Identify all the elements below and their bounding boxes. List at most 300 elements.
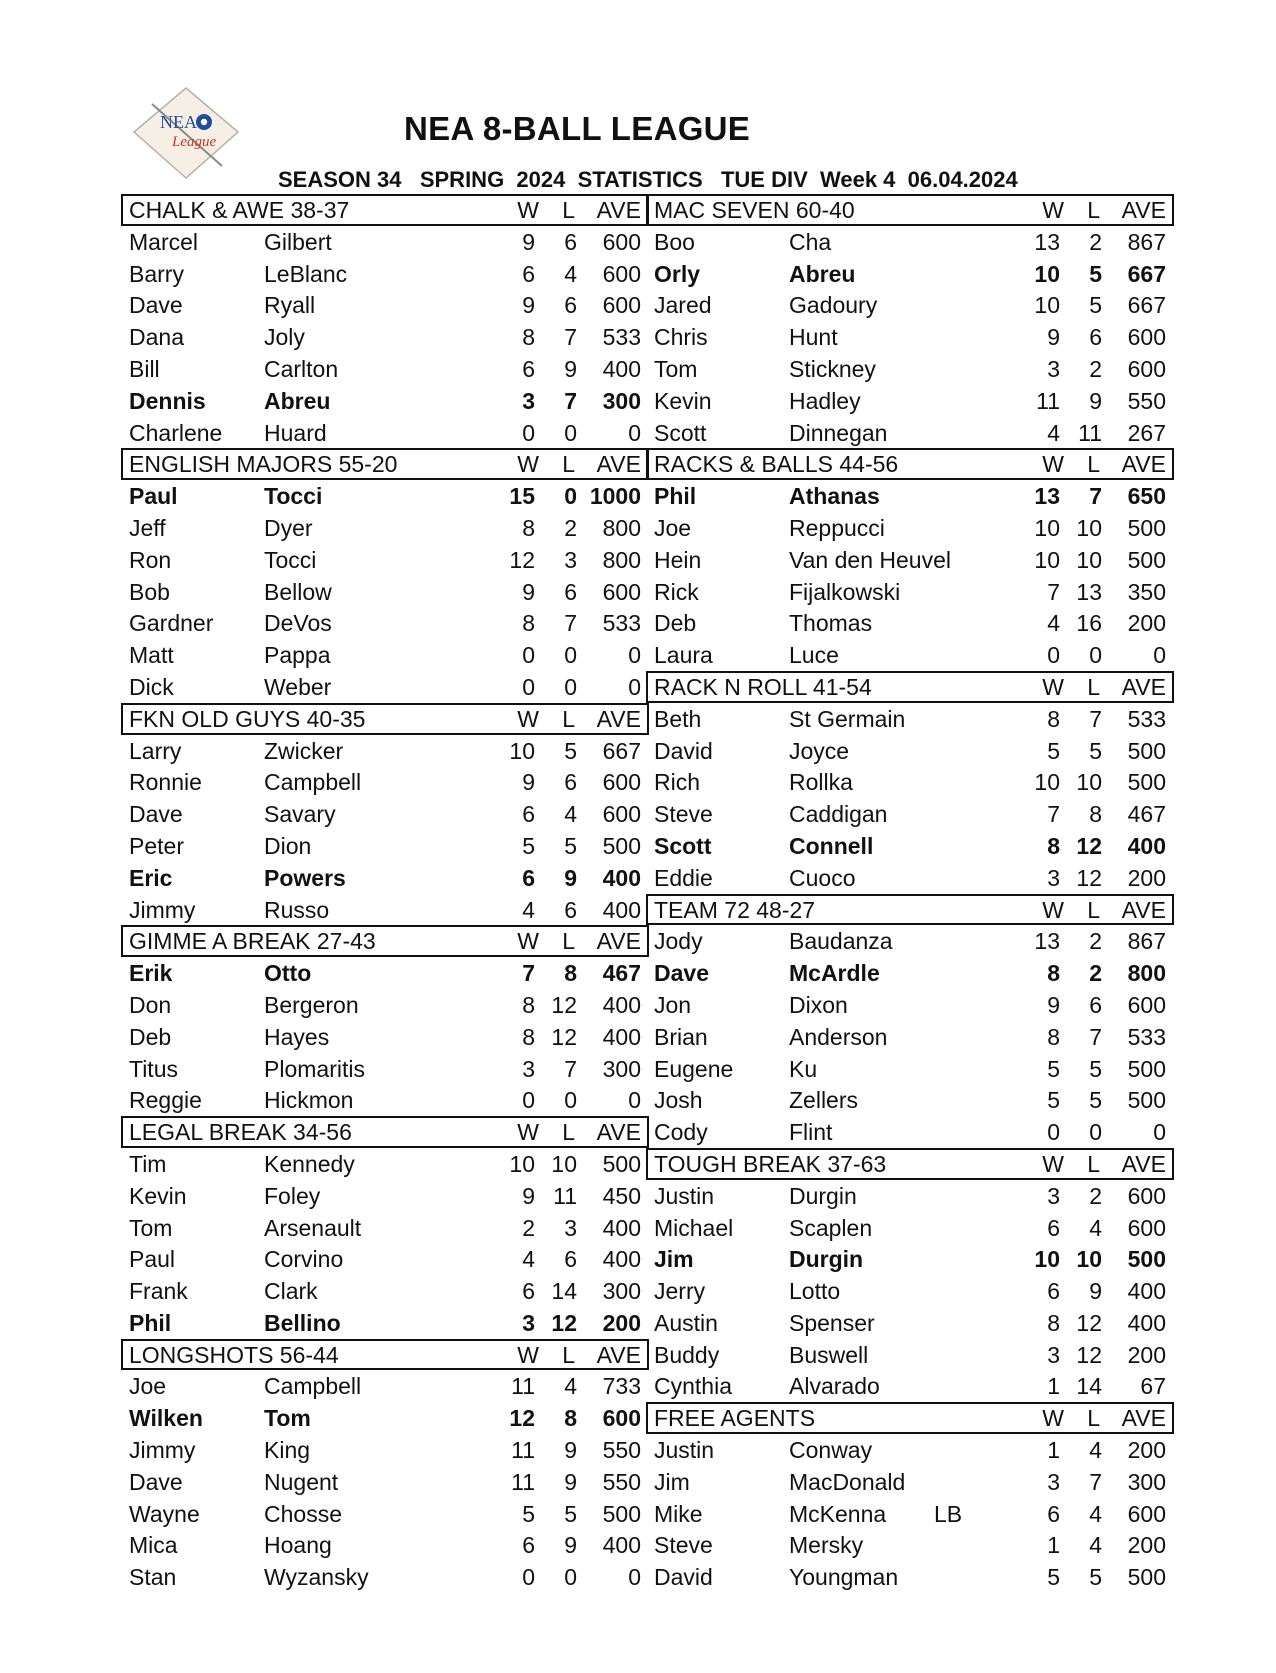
player-first-name: Wilken xyxy=(129,1405,203,1432)
player-row xyxy=(121,258,649,290)
player-row xyxy=(121,862,649,894)
player-first-name: Jody xyxy=(654,928,703,955)
player-wins: 3 xyxy=(1047,1182,1060,1209)
player-first-name: Beth xyxy=(654,705,702,732)
player-last-name: Buswell xyxy=(789,1341,869,1368)
player-first-name: Dick xyxy=(129,673,174,700)
player-wins: 3 xyxy=(522,1309,535,1336)
player-losses: 0 xyxy=(564,483,577,510)
player-row xyxy=(646,1498,1174,1530)
player-row xyxy=(121,1084,649,1116)
team-name: TEAM 72 48-27 xyxy=(654,896,816,923)
player-average: 500 xyxy=(602,832,641,859)
player-losses: 9 xyxy=(564,355,577,382)
player-losses: 4 xyxy=(1089,1437,1102,1464)
player-average: 400 xyxy=(602,896,641,923)
player-first-name: Stan xyxy=(129,1564,177,1591)
average-header: AVE xyxy=(1121,197,1166,223)
player-average: 400 xyxy=(1127,1309,1166,1336)
player-last-name: Youngman xyxy=(789,1564,899,1591)
player-row xyxy=(646,576,1174,608)
player-wins: 9 xyxy=(522,292,535,319)
player-wins: 8 xyxy=(1047,960,1060,987)
player-losses: 10 xyxy=(1076,514,1102,541)
player-last-name: Campbell xyxy=(264,769,362,796)
team-header xyxy=(646,448,1174,480)
player-first-name: Charlene xyxy=(129,419,223,446)
player-average: 400 xyxy=(602,1246,641,1273)
player-wins: 5 xyxy=(1047,1055,1060,1082)
player-first-name: Dave xyxy=(129,292,183,319)
player-last-name: Tocci xyxy=(264,546,317,573)
player-first-name: Tom xyxy=(129,1214,173,1241)
player-wins: 11 xyxy=(511,1468,535,1495)
player-row xyxy=(646,830,1174,862)
player-wins: 8 xyxy=(1047,705,1060,732)
player-wins: 9 xyxy=(1047,324,1060,351)
player-first-name: Mica xyxy=(129,1532,178,1559)
player-losses: 7 xyxy=(564,610,577,637)
player-first-name: Joe xyxy=(654,514,692,541)
player-last-name: Foley xyxy=(264,1182,321,1209)
player-row xyxy=(646,766,1174,798)
player-last-name: Durgin xyxy=(789,1182,857,1209)
losses-header: L xyxy=(562,197,575,223)
player-wins: 10 xyxy=(1034,514,1060,541)
player-losses: 2 xyxy=(1089,1182,1102,1209)
player-row xyxy=(646,1180,1174,1212)
player-last-name: Dion xyxy=(264,832,312,859)
player-last-name: Weber xyxy=(264,673,332,700)
player-row xyxy=(121,1148,649,1180)
player-row xyxy=(646,1307,1174,1339)
player-first-name: Reggie xyxy=(129,1087,202,1114)
player-last-name: Campbell xyxy=(264,1373,362,1400)
wins-header: W xyxy=(517,451,539,478)
player-last-name: Stickney xyxy=(789,355,876,382)
player-row xyxy=(646,1053,1174,1085)
player-last-name: Rollka xyxy=(789,769,853,796)
player-row xyxy=(121,321,649,353)
team-header xyxy=(121,925,649,957)
player-losses: 7 xyxy=(564,387,577,414)
player-first-name: Bill xyxy=(129,355,160,382)
wins-header: W xyxy=(517,1119,539,1146)
player-last-name: Hunt xyxy=(789,324,838,351)
player-first-name: Don xyxy=(129,991,172,1018)
player-wins: 5 xyxy=(522,1500,535,1527)
wins-header: W xyxy=(517,928,539,955)
player-wins: 8 xyxy=(522,610,535,637)
player-last-name: Gilbert xyxy=(264,228,332,255)
player-losses: 7 xyxy=(564,324,577,351)
player-average: 600 xyxy=(1127,1182,1166,1209)
player-last-name: McArdle xyxy=(789,960,880,987)
player-last-name: Hadley xyxy=(789,387,861,414)
player-first-name: Bob xyxy=(129,578,170,605)
player-average: 500 xyxy=(1127,769,1166,796)
player-first-name: Dave xyxy=(129,801,183,828)
player-losses: 9 xyxy=(564,1437,577,1464)
player-first-name: Jon xyxy=(654,991,692,1018)
player-losses: 14 xyxy=(551,1278,577,1305)
player-first-name: Justin xyxy=(654,1182,715,1209)
player-last-name: Huard xyxy=(264,419,327,446)
player-wins: 3 xyxy=(1047,1341,1060,1368)
player-row xyxy=(121,544,649,576)
player-average: 0 xyxy=(628,673,641,700)
average-header: AVE xyxy=(1121,673,1166,700)
player-losses: 8 xyxy=(1089,801,1102,828)
average-header: AVE xyxy=(596,1341,641,1368)
player-losses: 11 xyxy=(1078,419,1102,446)
player-losses: 2 xyxy=(1089,960,1102,987)
player-last-name: Abreu xyxy=(789,260,856,287)
losses-header: L xyxy=(1087,1405,1100,1432)
player-row xyxy=(646,1212,1174,1244)
player-last-name: Thomas xyxy=(789,610,873,637)
player-wins: 10 xyxy=(1034,292,1060,319)
player-row xyxy=(121,735,649,767)
player-row xyxy=(646,735,1174,767)
player-row xyxy=(646,1434,1174,1466)
wins-header: W xyxy=(1042,1405,1064,1432)
team-header xyxy=(121,1339,649,1371)
player-wins: 9 xyxy=(522,1182,535,1209)
player-row xyxy=(121,512,649,544)
losses-header: L xyxy=(562,928,575,955)
player-last-name: Wyzansky xyxy=(264,1564,369,1591)
player-average: 400 xyxy=(602,355,641,382)
player-first-name: Joe xyxy=(129,1373,167,1400)
player-wins: 3 xyxy=(522,1055,535,1082)
player-average: 300 xyxy=(602,387,641,414)
player-first-name: Deb xyxy=(654,610,697,637)
player-first-name: Gardner xyxy=(129,610,214,637)
player-losses: 4 xyxy=(1089,1532,1102,1559)
player-wins: 5 xyxy=(522,832,535,859)
player-last-name: LeBlanc xyxy=(264,260,348,287)
player-losses: 7 xyxy=(1089,483,1102,510)
team-name: GIMME A BREAK 27-43 xyxy=(129,928,376,955)
page-title: NEA 8-BALL LEAGUE xyxy=(404,110,751,147)
player-first-name: David xyxy=(654,1564,713,1591)
player-losses: 9 xyxy=(564,1532,577,1559)
player-wins: 1 xyxy=(1047,1437,1060,1464)
player-average: 500 xyxy=(1127,1564,1166,1591)
player-last-name: Abreu xyxy=(264,387,331,414)
player-average: 0 xyxy=(1153,1119,1166,1146)
player-losses: 6 xyxy=(1089,324,1102,351)
player-first-name: Rich xyxy=(654,769,701,796)
team-name: RACKS & BALLS 44-56 xyxy=(654,451,899,478)
player-row xyxy=(121,1402,649,1434)
player-average: 600 xyxy=(602,260,641,287)
player-average: 200 xyxy=(1127,1532,1166,1559)
player-last-name: Powers xyxy=(264,864,346,891)
player-average: 0 xyxy=(628,419,641,446)
player-wins: 3 xyxy=(1047,864,1060,891)
player-average: 400 xyxy=(602,1532,641,1559)
player-losses: 5 xyxy=(564,832,577,859)
player-average: 450 xyxy=(602,1182,641,1209)
player-losses: 7 xyxy=(1089,1468,1102,1495)
player-first-name: Phil xyxy=(129,1309,172,1336)
player-average: 200 xyxy=(1127,610,1166,637)
player-average: 550 xyxy=(602,1468,641,1495)
player-average: 400 xyxy=(1127,1278,1166,1305)
player-first-name: Cynthia xyxy=(654,1373,732,1400)
player-losses: 6 xyxy=(564,292,577,319)
player-row xyxy=(646,544,1174,576)
player-first-name: Rick xyxy=(654,578,699,605)
team-header xyxy=(646,194,1174,226)
average-header: AVE xyxy=(1121,1405,1166,1432)
player-losses: 7 xyxy=(564,1055,577,1082)
player-last-name: St Germain xyxy=(789,705,906,732)
player-row xyxy=(121,639,649,671)
player-wins: 10 xyxy=(1034,1246,1060,1273)
player-first-name: Dennis xyxy=(129,387,206,414)
player-first-name: David xyxy=(654,737,713,764)
player-wins: 13 xyxy=(1034,483,1060,510)
player-last-name: Anderson xyxy=(789,1023,888,1050)
player-last-name: Chosse xyxy=(264,1500,342,1527)
player-average: 0 xyxy=(628,642,641,669)
player-average: 500 xyxy=(602,1500,641,1527)
player-wins: 6 xyxy=(1047,1278,1060,1305)
player-losses: 12 xyxy=(551,991,577,1018)
player-row xyxy=(646,1529,1174,1561)
player-last-name: Corvino xyxy=(264,1246,344,1273)
player-last-name: Dinnegan xyxy=(789,419,888,446)
player-wins: 4 xyxy=(1047,419,1060,446)
player-last-name: Dyer xyxy=(264,514,313,541)
wins-header: W xyxy=(1042,673,1064,700)
player-row xyxy=(121,1561,649,1593)
player-first-name: Michael xyxy=(654,1214,734,1241)
player-average: 200 xyxy=(602,1309,641,1336)
player-losses: 5 xyxy=(564,737,577,764)
player-first-name: Wayne xyxy=(129,1500,200,1527)
player-first-name: Justin xyxy=(654,1437,715,1464)
player-last-name: Nugent xyxy=(264,1468,339,1495)
player-row xyxy=(646,1561,1174,1593)
player-first-name: Dana xyxy=(129,324,184,351)
player-average: 200 xyxy=(1127,1437,1166,1464)
player-average: 800 xyxy=(1127,960,1166,987)
player-last-name: Hayes xyxy=(264,1023,330,1050)
player-row xyxy=(646,1243,1174,1275)
player-first-name: Dave xyxy=(654,960,709,987)
player-wins: 11 xyxy=(511,1437,535,1464)
wins-header: W xyxy=(517,1341,539,1368)
player-last-name: Carlton xyxy=(264,355,339,382)
player-last-name: Hickmon xyxy=(264,1087,354,1114)
player-last-name: Cuoco xyxy=(789,864,856,891)
player-average: 667 xyxy=(1127,292,1166,319)
player-row xyxy=(646,226,1174,258)
player-wins: 3 xyxy=(1047,355,1060,382)
player-first-name: Jeff xyxy=(129,514,166,541)
player-row xyxy=(121,576,649,608)
player-average: 500 xyxy=(1127,1246,1166,1273)
player-average: 1000 xyxy=(589,483,641,510)
player-losses: 4 xyxy=(564,801,577,828)
player-first-name: Jim xyxy=(654,1468,690,1495)
player-first-name: Barry xyxy=(129,260,184,287)
player-last-name: Conway xyxy=(789,1437,873,1464)
player-last-name: Bergeron xyxy=(264,991,359,1018)
player-row xyxy=(121,989,649,1021)
player-losses: 6 xyxy=(564,896,577,923)
team-header xyxy=(646,671,1174,703)
player-last-name: Fijalkowski xyxy=(789,578,901,605)
wins-header: W xyxy=(517,197,539,223)
player-average: 400 xyxy=(1127,832,1166,859)
player-losses: 5 xyxy=(1089,260,1102,287)
player-first-name: Deb xyxy=(129,1023,172,1050)
player-losses: 5 xyxy=(1089,1055,1102,1082)
player-losses: 5 xyxy=(1089,292,1102,319)
average-header: AVE xyxy=(1121,451,1166,478)
player-first-name: Ron xyxy=(129,546,172,573)
player-row xyxy=(646,1021,1174,1053)
player-last-name: Caddigan xyxy=(789,801,888,828)
team-name: ENGLISH MAJORS 55-20 xyxy=(129,451,398,478)
player-note: LB xyxy=(934,1500,963,1527)
team-header xyxy=(646,894,1174,926)
average-header: AVE xyxy=(596,928,641,955)
player-wins: 5 xyxy=(1047,737,1060,764)
player-first-name: Jimmy xyxy=(129,1437,196,1464)
player-first-name: Tim xyxy=(129,1150,167,1177)
player-first-name: Ronnie xyxy=(129,769,202,796)
player-wins: 13 xyxy=(1034,228,1060,255)
player-row xyxy=(646,1370,1174,1402)
player-average: 600 xyxy=(1127,991,1166,1018)
player-first-name: Tom xyxy=(654,355,698,382)
player-average: 800 xyxy=(602,546,641,573)
losses-header: L xyxy=(1087,451,1100,478)
logo-text-top: NEA xyxy=(160,112,197,132)
player-first-name: Jimmy xyxy=(129,896,196,923)
player-first-name: Paul xyxy=(129,1246,176,1273)
player-average: 400 xyxy=(602,1023,641,1050)
player-wins: 0 xyxy=(522,673,535,700)
player-wins: 8 xyxy=(1047,832,1060,859)
player-wins: 8 xyxy=(522,514,535,541)
player-average: 300 xyxy=(602,1278,641,1305)
player-first-name: Boo xyxy=(654,228,695,255)
losses-header: L xyxy=(562,451,575,478)
player-losses: 2 xyxy=(564,514,577,541)
player-row xyxy=(646,353,1174,385)
player-row xyxy=(646,798,1174,830)
team-header xyxy=(646,1148,1174,1180)
player-losses: 8 xyxy=(564,960,577,987)
player-last-name: Bellow xyxy=(264,578,332,605)
player-losses: 12 xyxy=(1076,832,1102,859)
page-subtitle: SEASON 34 SPRING 2024 STATISTICS TUE DIV Week 4 06.04.2024 xyxy=(278,167,1018,192)
player-losses: 0 xyxy=(1089,1119,1102,1146)
player-losses: 12 xyxy=(551,1023,577,1050)
team-header xyxy=(121,703,649,735)
average-header: AVE xyxy=(596,1119,641,1146)
player-wins: 4 xyxy=(522,896,535,923)
player-first-name: Buddy xyxy=(654,1341,720,1368)
player-row xyxy=(121,1021,649,1053)
player-last-name: Plomaritis xyxy=(264,1055,365,1082)
player-wins: 11 xyxy=(1036,387,1060,414)
player-row xyxy=(121,1434,649,1466)
team-name: RACK N ROLL 41-54 xyxy=(654,673,872,700)
player-wins: 5 xyxy=(1047,1564,1060,1591)
player-losses: 9 xyxy=(1089,387,1102,414)
player-wins: 3 xyxy=(522,387,535,414)
player-wins: 6 xyxy=(522,1278,535,1305)
losses-header: L xyxy=(1087,197,1100,223)
player-losses: 12 xyxy=(1076,1341,1102,1368)
team-name: MAC SEVEN 60-40 xyxy=(654,197,855,223)
player-average: 500 xyxy=(1127,1055,1166,1082)
player-losses: 5 xyxy=(1089,1087,1102,1114)
player-wins: 13 xyxy=(1034,928,1060,955)
player-last-name: Tocci xyxy=(264,483,323,510)
player-average: 600 xyxy=(602,801,641,828)
player-row xyxy=(646,1466,1174,1498)
player-average: 733 xyxy=(602,1373,641,1400)
player-average: 600 xyxy=(1127,1500,1166,1527)
player-first-name: Frank xyxy=(129,1278,188,1305)
player-last-name: Bellino xyxy=(264,1309,341,1336)
player-first-name: Scott xyxy=(654,419,707,446)
player-average: 550 xyxy=(1127,387,1166,414)
player-wins: 6 xyxy=(522,864,535,891)
wins-header: W xyxy=(1042,1150,1064,1177)
player-losses: 0 xyxy=(564,1087,577,1114)
wins-header: W xyxy=(517,705,539,732)
player-last-name: Gadoury xyxy=(789,292,878,319)
player-wins: 6 xyxy=(522,1532,535,1559)
player-first-name: Dave xyxy=(129,1468,183,1495)
player-average: 600 xyxy=(1127,324,1166,351)
player-first-name: Jim xyxy=(654,1246,694,1273)
player-wins: 1 xyxy=(1047,1532,1060,1559)
player-row xyxy=(121,1212,649,1244)
player-wins: 8 xyxy=(1047,1309,1060,1336)
player-losses: 8 xyxy=(564,1405,577,1432)
team-name: FKN OLD GUYS 40-35 xyxy=(129,705,366,732)
player-last-name: Baudanza xyxy=(789,928,893,955)
player-last-name: Connell xyxy=(789,832,874,859)
player-average: 400 xyxy=(602,991,641,1018)
player-first-name: Mike xyxy=(654,1500,703,1527)
player-average: 350 xyxy=(1127,578,1166,605)
wins-header: W xyxy=(1042,896,1064,923)
player-average: 500 xyxy=(1127,1087,1166,1114)
player-losses: 14 xyxy=(1076,1373,1102,1400)
player-wins: 15 xyxy=(509,483,535,510)
player-losses: 4 xyxy=(1089,1214,1102,1241)
player-row xyxy=(646,925,1174,957)
player-wins: 12 xyxy=(509,546,535,573)
player-losses: 12 xyxy=(1076,864,1102,891)
player-row xyxy=(121,1466,649,1498)
right-column xyxy=(646,194,1174,1593)
player-last-name: Tom xyxy=(264,1405,311,1432)
player-last-name: Reppucci xyxy=(789,514,885,541)
